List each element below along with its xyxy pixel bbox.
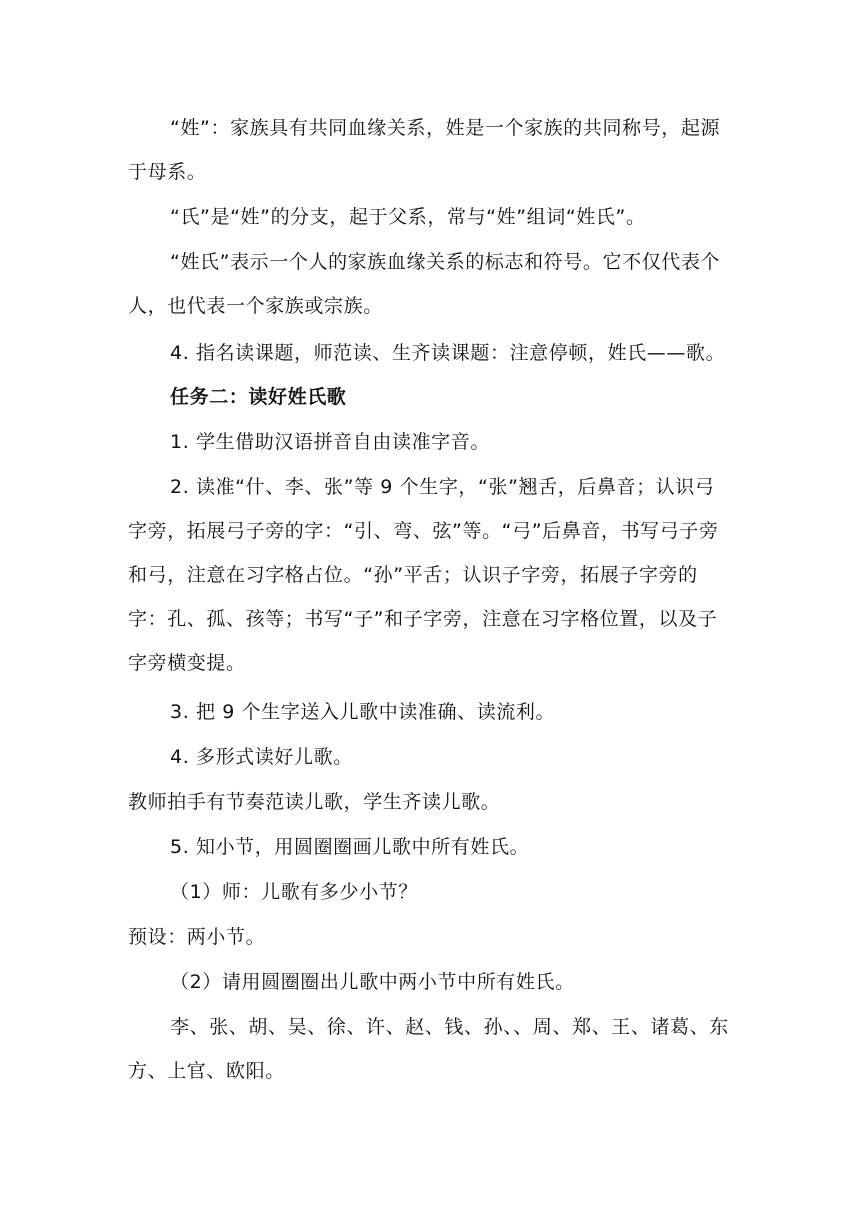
paragraph-question-2: （2）请用圆圈圈出儿歌中两小节中所有姓氏。 xyxy=(170,971,575,993)
paragraph-step-4-read-title: 4. 指名读课题，师范读、生齐读课题：注意停顿，姓氏——歌。 xyxy=(170,342,726,364)
paragraph-step-5-sections: 5. 知小节，用圆圈圈画儿歌中所有姓氏。 xyxy=(170,836,530,858)
paragraph-step-1-pinyin: 1. 学生借助汉语拼音自由读准字音。 xyxy=(170,431,490,453)
paragraph-surname-definition: “姓”：家族具有共同血缘关系，姓是一个家族的共同称号，起源于母系。 xyxy=(128,117,721,183)
paragraph-surname-list: 李、张、胡、吴、徐、许、赵、钱、孙、、周、郑、王、诸葛、东方、上官、欧阳。 xyxy=(128,1016,729,1082)
paragraph-clan-name-definition: “氏”是“姓”的分支，起于父系，常与“姓”组词“姓氏”。 xyxy=(170,206,646,228)
paragraph-step-3-nursery-rhyme: 3. 把 9 个生字送入儿歌中读准确、读流利。 xyxy=(170,701,556,723)
section-heading-task-two: 任务二：读好姓氏歌 xyxy=(170,386,347,408)
paragraph-step-2-characters: 2. 读准“什、李、张”等 9 个生字，“张”翘舌，后鼻音；认识弓字旁，拓展弓子旁的字：“引、弯、弦”等。“弓”后鼻音，书写弓子旁和弓，注意在习字格占位。“孙”平舌；认识子字旁，拓展子字旁的字：孔、孤、孩等；书写“子”和子字旁，注意在习字格位置，以及子字旁横变提。 xyxy=(128,476,719,674)
paragraph-step-4-read-rhyme: 4. 多形式读好儿歌。 xyxy=(170,746,353,768)
paragraph-teacher-reading: 教师拍手有节奏范读儿歌，学生齐读儿歌。 xyxy=(128,791,501,813)
paragraph-question-1: （1）师：儿歌有多少小节？ xyxy=(170,881,418,903)
paragraph-preset-answer: 预设：两小节。 xyxy=(128,926,266,948)
paragraph-surname-meaning: “姓氏”表示一个人的家族血缘关系的标志和符号。它不仅代表个人，也代表一个家族或宗族。 xyxy=(128,251,721,317)
